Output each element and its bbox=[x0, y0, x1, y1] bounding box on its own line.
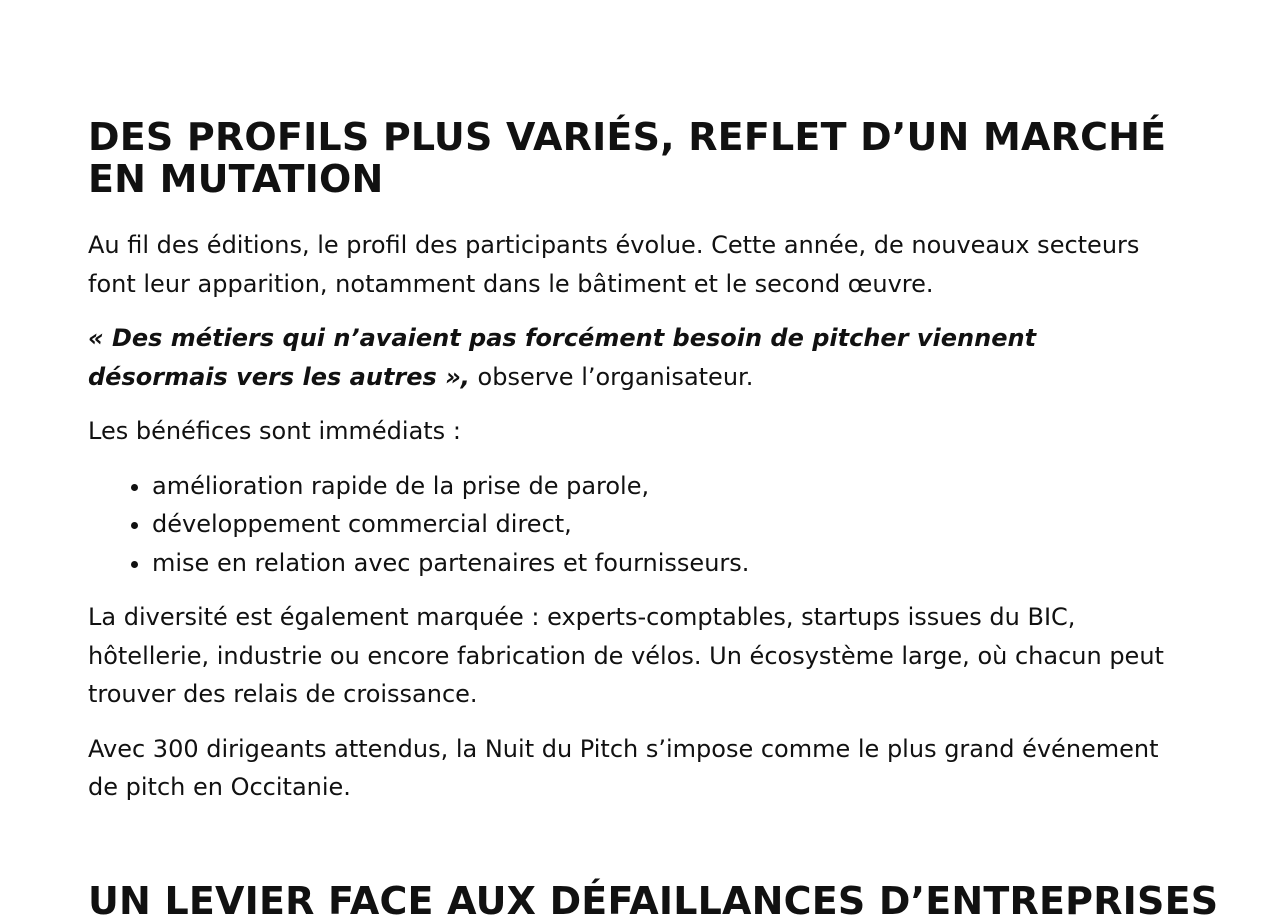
article-body bbox=[88, 226, 1180, 823]
quote-attribution: observe l’organisateur. bbox=[469, 362, 754, 391]
paragraph-benefits: Les bénéfices sont immédiats : bbox=[88, 417, 461, 445]
paragraph-diversity: La diversité est également marquée : experts-comptables, startups issues du BIC, hôtellerie, industrie ou encore fabrication de vélos. Un écosystème large, où chacun peut trouver des relais de croissance. bbox=[88, 603, 1164, 708]
pull-quote: « Des métiers qui n’avaient pas forcément besoin de pitcher viennent désormais vers les autres », bbox=[88, 324, 1037, 391]
list-item: • développement commercial direct, bbox=[152, 505, 1180, 544]
section-heading-defaillances: UN LEVIER FACE AUX DÉFAILLANCES D’ENTREPRISES bbox=[88, 879, 1219, 923]
list-item: • mise en relation avec partenaires et fournisseurs. bbox=[152, 544, 1180, 583]
paragraph-intro: Au fil des éditions, le profil des participants évolue. Cette année, de nouveaux secteurs font leur apparition, notamment dans le bâtiment et le second œuvre. bbox=[88, 231, 1140, 298]
benefits-list bbox=[88, 467, 1180, 583]
section-heading-profils: DES PROFILS PLUS VARIÉS, REFLET D’UN MARCHÉ EN MUTATION bbox=[88, 115, 1167, 201]
paragraph-closing: Avec 300 dirigeants attendus, la Nuit du Pitch s’impose comme le plus grand événement de pitch en Occitanie. bbox=[88, 734, 1159, 801]
list-item: • amélioration rapide de la prise de parole, bbox=[152, 467, 1180, 506]
paragraph-quote bbox=[88, 319, 1180, 396]
